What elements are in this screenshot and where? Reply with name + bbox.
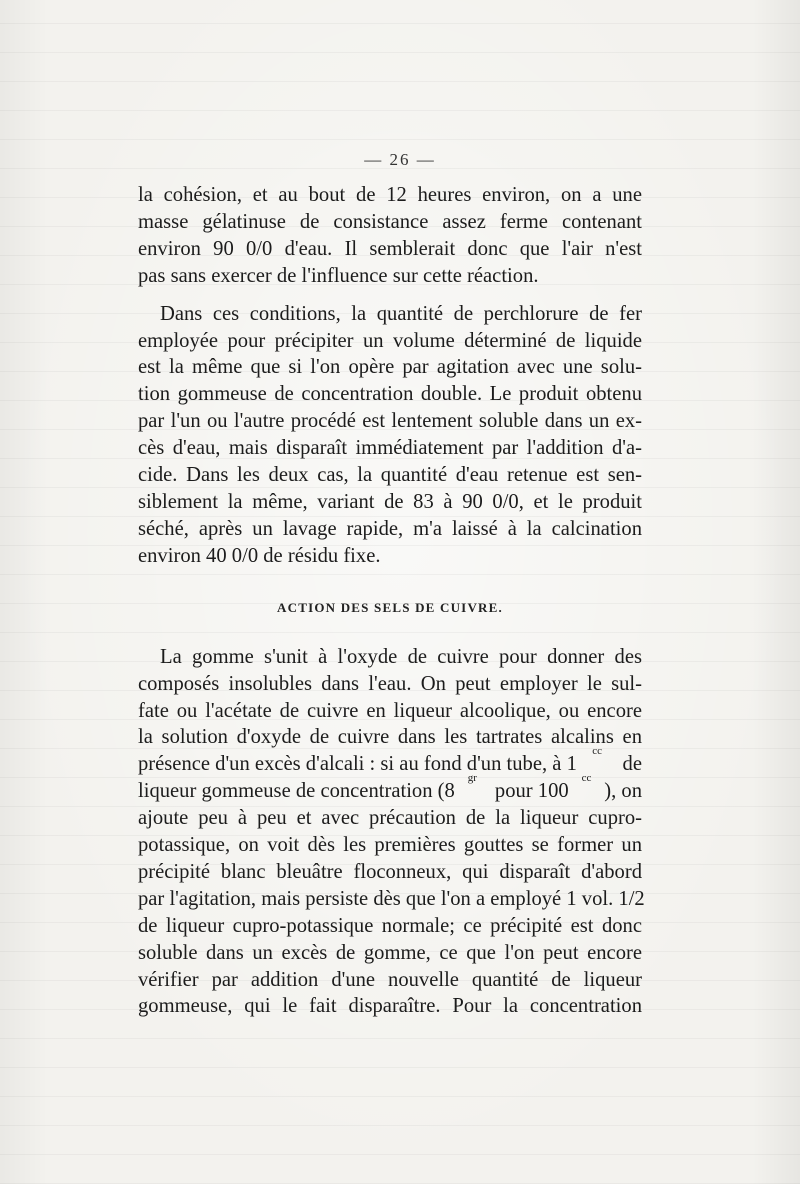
text-line-with-superscript — [138, 745, 642, 778]
text-line: la cohésion, et au bout de 12 heures environ, on a une — [138, 184, 642, 206]
text-line: composés insolubles dans l'eau. On peut employer le sul- — [138, 672, 642, 695]
text-fragment: présence d'un excès d'alcali : si au fond d'un tube, à 1 — [138, 753, 577, 776]
text-fragment: pour 100 — [489, 780, 569, 803]
text-line: séché, après un lavage rapide, m'a laissé à la calcination — [138, 517, 642, 540]
section-heading: ACTION DES SELS DE CUIVRE. — [277, 599, 503, 615]
text-fragment: de — [617, 753, 642, 776]
text-line: de liqueur cupro-potassique normale; ce précipité est donc — [138, 914, 642, 937]
page-number: — 26 — — [364, 150, 436, 169]
superscript: cc — [581, 772, 592, 785]
superscript: gr — [467, 772, 477, 785]
text-line: potassique, on voit dès les premières gouttes se former un — [138, 834, 642, 857]
text-line: cès d'eau, mais disparaît immédiatement par l'addition d'a- — [138, 437, 642, 460]
text-line: cide. Dans les deux cas, la quantité d'eau retenue est sen- — [138, 464, 642, 487]
text-line: la solution d'oxyde de cuivre dans les tartrates alcalins en — [138, 726, 642, 749]
paragraph-2 — [138, 301, 642, 570]
text-line: employée pour précipiter un volume déterminé de liquide — [138, 329, 642, 352]
text-line: précipité blanc bleuâtre floconneux, qui disparaît d'abord — [138, 860, 642, 883]
text-line: fate ou l'acétate de cuivre en liqueur alcoolique, ou encore — [138, 699, 642, 722]
text-line: siblement la même, variant de 83 à 90 0/0, et le produit — [138, 490, 642, 513]
text-line: masse gélatinuse de consistance assez ferme contenant — [138, 210, 642, 233]
text-line: Dans ces conditions, la quantité de perchlorure de fer — [160, 302, 642, 325]
text-line: environ 40 0/0 de résidu fixe. — [138, 544, 381, 567]
text-line: vérifier par addition d'une nouvelle quantité de liqueur — [138, 968, 642, 991]
paragraph-1 — [138, 182, 642, 290]
text-line: ajoute peu à peu et avec précaution de la liqueur cupro- — [138, 807, 642, 830]
text-line: par l'un ou l'autre procédé est lentement soluble dans un ex- — [138, 410, 642, 433]
text-line: par l'agitation, mais persiste dès que l'on a employé 1 vol. 1/2 — [138, 887, 645, 910]
text-line: soluble dans un excès de gomme, ce que l'on peut encore — [138, 941, 642, 964]
body-text — [138, 182, 645, 1020]
text-line: environ 90 0/0 d'eau. Il semblerait donc que l'air n'est — [138, 237, 642, 260]
text-line: pas sans exercer de l'influence sur cette réaction. — [138, 264, 539, 287]
text-line: tion gommeuse de concentration double. Le produit obtenu — [138, 383, 642, 406]
text-line-with-superscript — [138, 772, 642, 805]
paragraph-3 — [138, 644, 645, 1021]
superscript: cc — [592, 745, 603, 758]
text-fragment: ), on — [604, 780, 642, 803]
text-fragment: liqueur gommeuse de concentration (8 — [138, 780, 455, 803]
text-line: gommeuse, qui le fait disparaître. Pour la concentration — [138, 995, 642, 1018]
text-line: La gomme s'unit à l'oxyde de cuivre pour donner des — [160, 645, 642, 668]
text-line: est la même que si l'on opère par agitation avec une solu- — [138, 356, 642, 379]
